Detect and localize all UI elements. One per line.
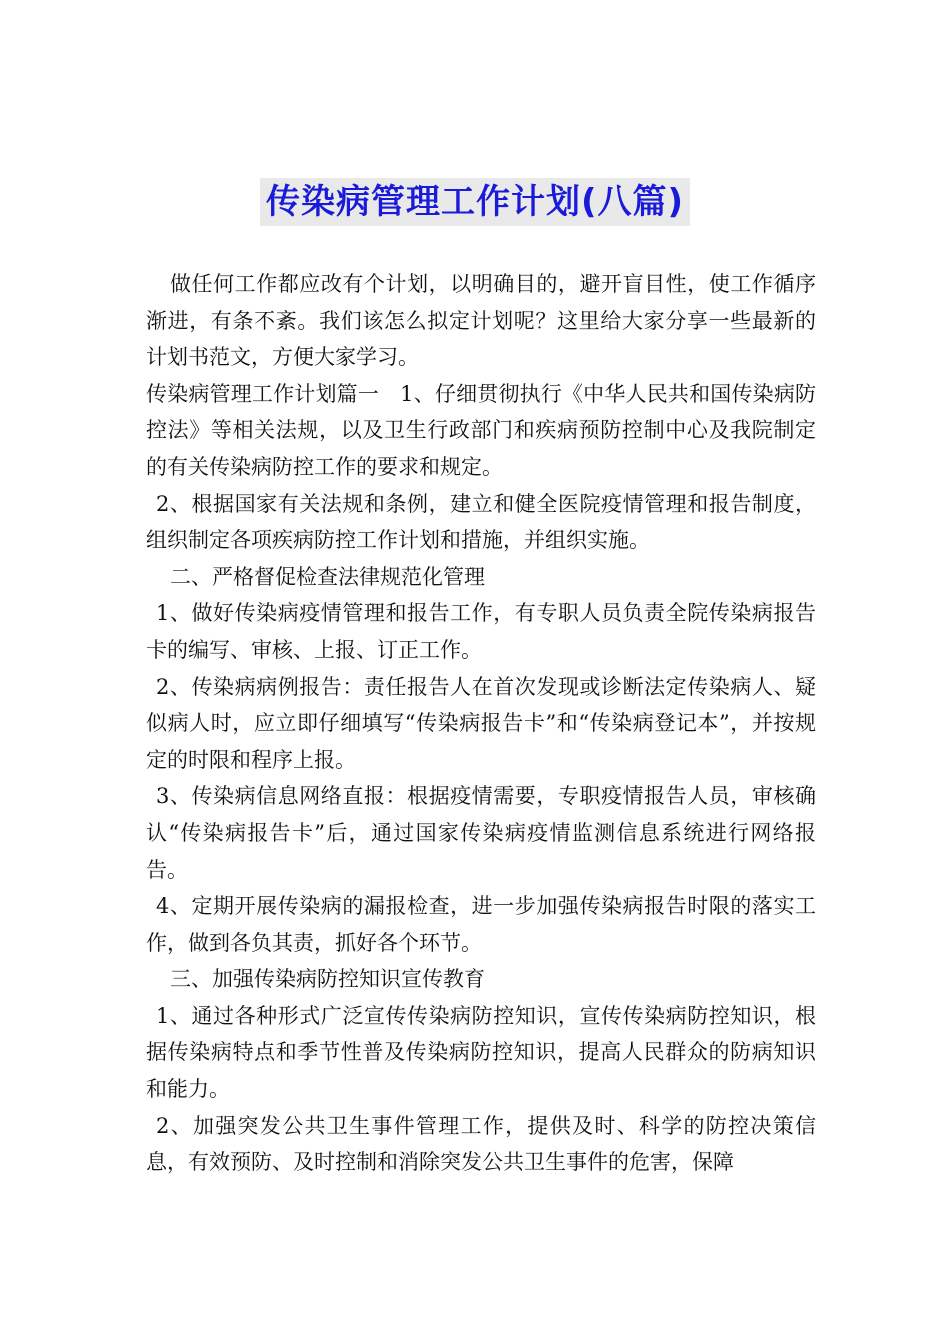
section-heading-3: 三、加强传染病防控知识宣传教育	[170, 967, 485, 992]
document-body	[146, 266, 816, 1181]
title-container	[0, 178, 950, 226]
paragraph-section2-item-4: 4、定期开展传染病的漏报检查，进一步加强传染病报告时限的落实工作，做到各负其责，抓好各个环节。	[146, 894, 816, 955]
paragraph-item-2: 2、根据国家有关法规和条例，建立和健全医院疫情管理和报告制度，组织制定各项疾病防控工作计划和措施，并组织实施。	[146, 491, 816, 553]
paragraph-intro: 做任何工作都应改有个计划，以明确目的，避开盲目性，使工作循序渐进，有条不紊。我们该怎么拟定计划呢？这里给大家分享一些最新的计划书范文，方便大家学习。	[146, 272, 816, 370]
section-heading-2: 二、严格督促检查法律规范化管理	[170, 564, 485, 589]
paragraph-section3-item-1: 1、通过各种形式广泛宣传传染病防控知识，宣传传染病防控知识，根据传染病特点和季节性普及传染病防控知识，提高人民群众的防病知识和能力。	[146, 1003, 816, 1102]
paragraph-section2-item-2: 2、传染病病例报告：责任报告人在首次发现或诊断法定传染病人、疑似病人时，应立即仔细填写“传染病报告卡”和“传染病登记本”，并按规定的时限和程序上报。	[146, 674, 816, 772]
paragraph-section2-item-3: 3、传染病信息网络直报：根据疫情需要，专职疫情报告人员，审核确认“传染病报告卡”后，通过国家传染病疫情监测信息系统进行网络报告。	[146, 784, 816, 882]
paragraph-section2-item-1: 1、做好传染病疫情管理和报告工作，有专职人员负责全院传染病报告卡的编写、审核、上报、订正工作。	[146, 601, 816, 662]
document-title: 传染病管理工作计划(八篇)	[260, 178, 690, 226]
paragraph-section3-item-2: 2、加强突发公共卫生事件管理工作，提供及时、科学的防控决策信息，有效预防、及时控制和消除突发公共卫生事件的危害，保障	[146, 1113, 816, 1175]
paragraph-plan-one-item-1: 传染病管理工作计划篇一 1、仔细贯彻执行《中华人民共和国传染病防控法》等相关法规，以及卫生行政部门和疾病预防控制中心及我院制定的有关传染病防控工作的要求和规定。	[146, 381, 816, 479]
